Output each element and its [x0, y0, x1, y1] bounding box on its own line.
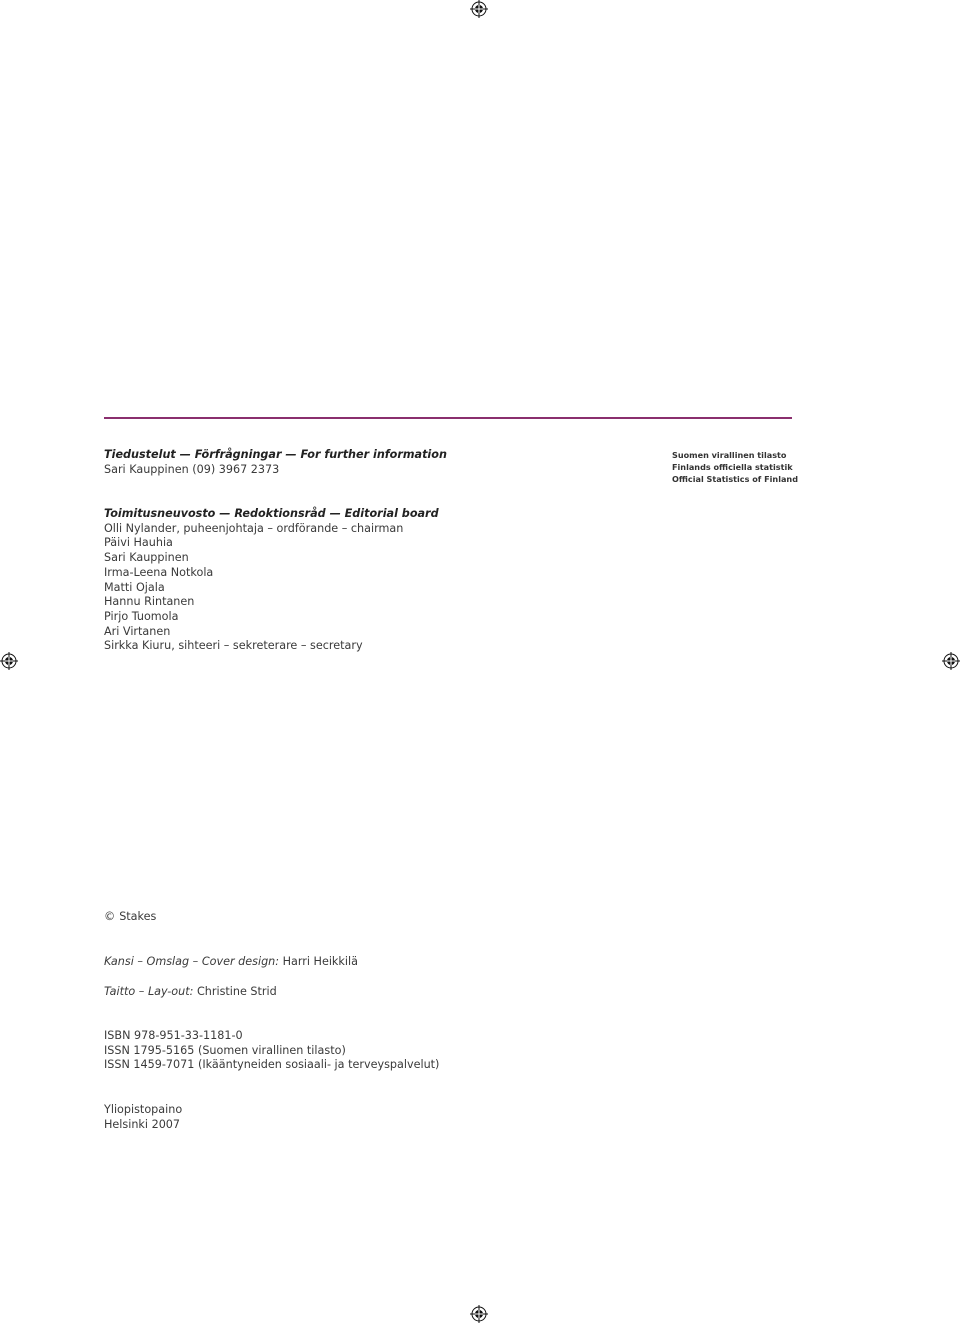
- layout-credit-label: Taitto – Lay-out:: [104, 985, 194, 998]
- printer-section: [104, 1103, 182, 1132]
- board-member: Sari Kauppinen: [104, 551, 189, 565]
- printer-name: Yliopistopaino: [104, 1103, 183, 1116]
- series-section: [672, 449, 798, 485]
- editorial-board-heading: Toimitusneuvosto — Redoktionsråd — Editorial board: [104, 507, 439, 520]
- cover-credit: [104, 955, 358, 970]
- editorial-board-section: [104, 507, 439, 654]
- copyright-line: [104, 910, 156, 925]
- identifiers-section: [104, 1029, 439, 1073]
- registration-mark-icon: [0, 652, 18, 670]
- copyright-holder: Stakes: [119, 910, 157, 923]
- series-line-en: Official Statistics of Finland: [672, 474, 798, 484]
- board-member: Hannu Rintanen: [104, 595, 195, 609]
- copyright-icon: ©: [104, 910, 116, 923]
- series-line-sv: Finlands officiella statistik: [672, 462, 793, 472]
- board-member: Pirjo Tuomola: [104, 609, 179, 623]
- registration-mark-icon: [470, 0, 488, 18]
- series-line-fi: Suomen virallinen tilasto: [672, 450, 787, 460]
- registration-mark-icon: [470, 1305, 488, 1323]
- printer-place-year: Helsinki 2007: [104, 1117, 181, 1131]
- layout-credit: [104, 985, 277, 1000]
- isbn-line: ISBN 978-951-33-1181-0: [104, 1029, 243, 1042]
- board-member: Olli Nylander, puheenjohtaja – ordförande – chairman: [104, 521, 404, 535]
- board-member: Matti Ojala: [104, 580, 165, 594]
- board-member: Sirkka Kiuru, sihteeri – sekreterare – secretary: [104, 639, 363, 653]
- cover-credit-name: Harri Heikkilä: [282, 955, 358, 968]
- board-member: Päivi Hauhia: [104, 536, 173, 550]
- divider-rule: [104, 417, 792, 419]
- contact-section: [104, 448, 447, 477]
- board-member: Ari Virtanen: [104, 624, 171, 638]
- board-member: Irma-Leena Notkola: [104, 565, 214, 579]
- contact-heading: Tiedustelut — Förfrågningar — For further information: [104, 448, 447, 461]
- cover-credit-label: Kansi – Omslag – Cover design:: [104, 955, 280, 968]
- registration-mark-icon: [942, 652, 960, 670]
- issn-line: ISSN 1459-7071 (Ikääntyneiden sosiaali- ja terveyspalvelut): [104, 1058, 440, 1072]
- contact-person: Sari Kauppinen (09) 3967 2373: [104, 462, 280, 476]
- layout-credit-name: Christine Strid: [196, 985, 277, 998]
- issn-line: ISSN 1795-5165 (Suomen virallinen tilasto): [104, 1043, 346, 1057]
